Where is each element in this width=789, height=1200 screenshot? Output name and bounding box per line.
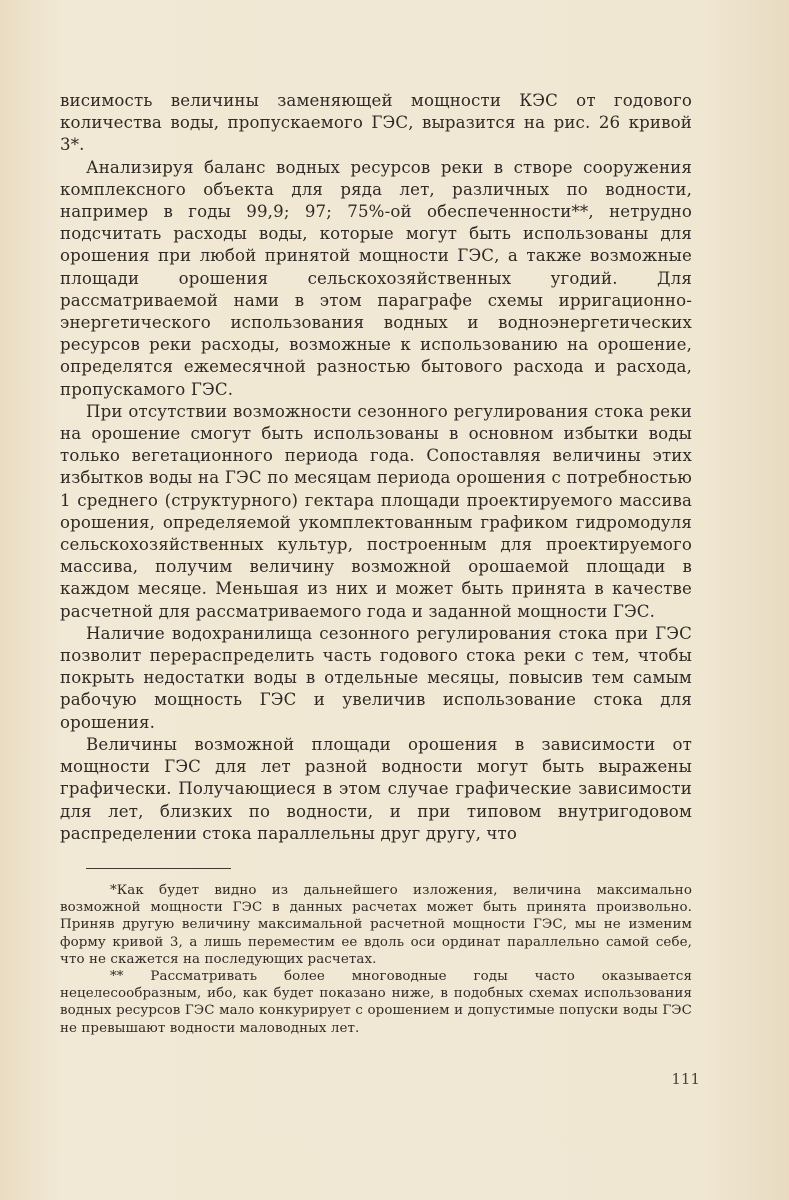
paragraph-reservoir: Наличие водохранилища сезонного регулирования стока при ГЭС позволит перераспределить часть годового стока реки с тем, чтобы покрыть недостатки воды в отдельные месяцы, повысив тем самым рабочую мощность ГЭС и увеличив использование стока для орошения. <box>60 623 692 732</box>
footnote-1: *Как будет видно из дальнейшего изложения, величина максимально возможной мощности ГЭС в данных расчетах может быть принята произвольно. Приняв другую величину максимальной расчетной мощности ГЭС, мы не изменим форму кривой 3, а лишь переместим ее вдоль оси ординат параллельно самой себе, что не скажется на последующих расчетах. <box>60 883 692 967</box>
footnotes <box>60 882 692 1037</box>
paragraph-water-balance: Анализируя баланс водных ресурсов реки в створе сооружения комплексного объекта для ряда лет, различных по водности, например в годы 99,9; 97; 75%-ой обеспеченности**, нетрудно подсчитать расходы воды, которые могут быть использованы для орошения при любой принятой мощности ГЭС, а также возможные площади орошения сельскохозяйственных угодий. Для рассматриваемой нами в этом параграфе схемы ирригационно-энергетического использования водных и водноэнергетических ресурсов реки расходы, возможные к использованию на орошение, определятся ежемесячной разностью бытового расхода и расхода, пропускамого ГЭС. <box>60 157 692 399</box>
paragraph-no-regulation: При отсутствии возможности сезонного регулирования стока реки на орошение смогут быть использованы в основном избытки воды только вегетационного периода года. Сопоставляя величины этих избытков воды на ГЭС по месяцам периода орошения с потребностью 1 среднего (структурного) гектара площади проектируемого массива орошения, определяемой укомплектованным графиком гидромодуля сельскохозяйственных культур, построенным для проектируемого массива, получим величину возможной орошаемой площади в каждом месяце. Меньшая из них и может быть принята в качестве расчетной для рассматриваемого года и заданной мощности ГЭС. <box>60 401 692 621</box>
footnote-2: ** Рассматривать более многоводные годы часто оказывается нецелесообразным, ибо, как будет показано ниже, в подобных схемах использования водных ресурсов ГЭС мало конкурирует с орошением и допустимые попуски воды ГЭС не превышают водности маловодных лет. <box>60 969 692 1036</box>
paragraph-continuation: висимость величины заменяющей мощности КЭС от годового количества воды, пропускаемого ГЭС, выразится на рис. 26 кривой 3*. <box>60 91 692 155</box>
footnote-divider <box>86 868 231 869</box>
page-number: 111 <box>671 1070 700 1088</box>
main-text <box>60 90 692 845</box>
paragraph-graphical-dependence: Величины возможной площади орошения в зависимости от мощности ГЭС для лет разной водности могут быть выражены графически. Получающиеся в этом случае графические зависимости для лет, близких по водности, и при типовом внутригодовом распределении стока параллельны друг другу, что <box>60 734 692 843</box>
